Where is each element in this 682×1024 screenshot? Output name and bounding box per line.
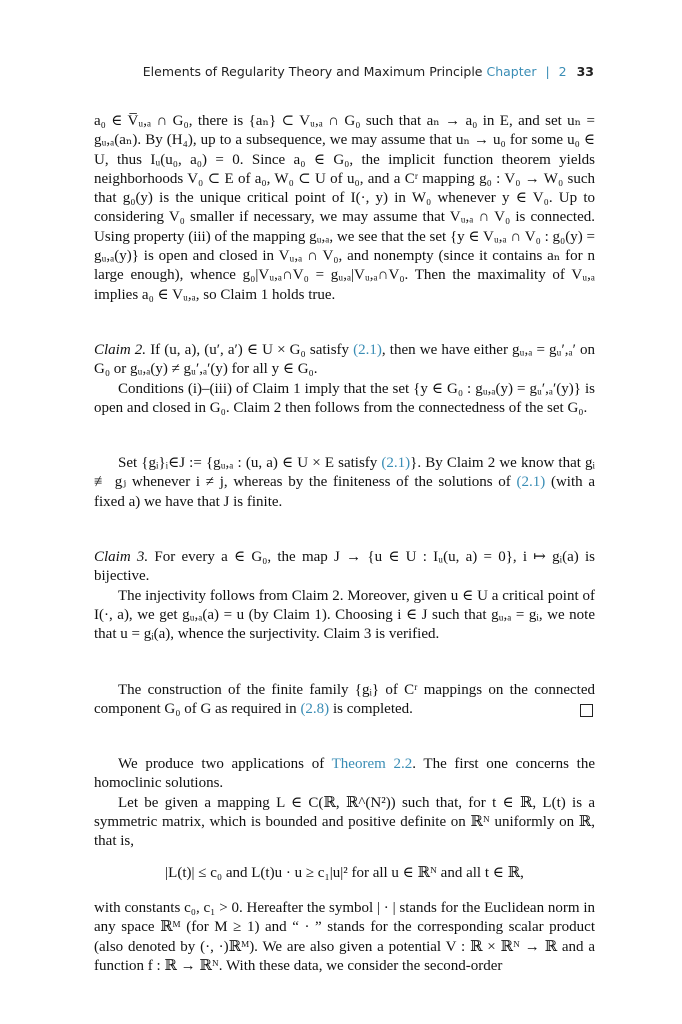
claim-2-statement [94,341,595,380]
paragraph-finite-family-b: }. By Claim 2 we know that gᵢ ≢ gⱼ whenever i ≠ j, whereas by the finiteness of the solutions of [94,455,596,491]
qed-square-icon [580,704,593,717]
claim-2-label: Claim 2. [94,341,147,358]
paragraph-finite-family-a: Set {gᵢ}ᵢ∈J := {gᵤ,ₐ : (u, a) ∈ U × E satisfy [118,455,382,472]
header-chapter-label: Chapter [486,64,537,79]
claim-2-proof: Conditions (i)–(iii) of Claim 1 imply that the set {y ∈ G₀ : gᵤ,ₐ(y) = gᵤ′,ₐ′(y)} is open and closed in G₀. Claim 2 then follows from the connectedness of the set G₀. [94,380,595,416]
applications-text-b: . The first one concerns the homoclinic solutions. [94,756,595,792]
theorem-link-2-2[interactable]: Theorem 2.2 [331,756,413,773]
equation-link-2-1[interactable]: (2.1) [516,474,546,491]
construction-text-b: is completed. [329,700,413,717]
claim-3-text: For every a ∈ G₀, the map J → {u ∈ U : Iᵤ(u, a) = 0}, i ↦ gᵢ(a) is bijective. [94,549,595,585]
page-number: 33 [576,64,594,79]
construction-text-a: The construction of the finite family {gᵢ} of Cʳ mappings on the connected component G₀ of G as required in [94,681,595,717]
claim-2-text-a: If (u, a), (u′, a′) ∈ U × G₀ satisfy [146,341,354,358]
applications-text-a: We produce two applications of [118,756,332,773]
paragraph-finite-family-c: (with a fixed a) we have that J is finite. [94,474,595,510]
claim-3-statement [94,548,595,587]
equation-link-2-1[interactable]: (2.1) [381,455,411,472]
claim-2-text-b: , then we have either gᵤ,ₐ = gᵤ′,ₐ′ on G₀ or gᵤ,ₐ(y) ≠ gᵤ′,ₐ′(y) for all y ∈ G₀. [94,341,595,378]
header-title: Elements of Regularity Theory and Maximum Principle [142,64,483,79]
main-text [94,112,595,976]
equation-link-2-1[interactable]: (2.1) [353,341,382,358]
header-separator: | [545,64,550,79]
construction-complete [94,681,595,720]
header-chapter-number: 2 [558,64,567,79]
claim-3-proof: The injectivity follows from Claim 2. Moreover, given u ∈ U a critical point of I(·, a), we get gᵤ,ₐ(a) = u (by Claim 1). Choosing i ∈ J such that gᵤ,ₐ = gᵢ, we note that u = gᵢ(a), whence the surjectivity. Claim 3 is verified. [94,587,595,643]
display-equation: |L(t)| ≤ c₀ and L(t)u · u ≥ c₁|u|² for all u ∈ ℝᴺ and all t ∈ ℝ, [165,864,524,881]
applications-intro [94,755,595,794]
paragraph-finite-family [94,454,595,512]
equation-link-2-8[interactable]: (2.8) [300,700,330,717]
claim-3-label: Claim 3. [94,549,149,566]
mapping-definition: Let be given a mapping L ∈ C(ℝ, ℝ^(N²)) such that, for t ∈ ℝ, L(t) is a symmetric matrix, which is bounded and positive definite on ℝᴺ uniformly on ℝ, that is, [94,794,595,850]
constants-paragraph: with constants c₀, c₁ > 0. Hereafter the symbol | · | stands for the Euclidean norm in any space ℝᴹ (for M ≥ 1) and “ · ” stands for the corresponding scalar product (also denoted by (·, ·)ℝᴹ). We are also given a potential V : ℝ × ℝᴺ → ℝ and a function f : ℝ → ℝᴺ. With these data, we consider the second-order [94,899,595,974]
paragraph-claim1-proof-end: a₀ ∈ V̅ᵤ,ₐ ∩ G₀, there is {aₙ} ⊂ Vᵤ,ₐ ∩ G₀ such that aₙ → a₀ in E, and set uₙ = gᵤ,ₐ(aₙ). By (H₄), up to a subsequence, we may assume that uₙ → u₀ for some u₀ ∈ U, thus Iᵤ(u₀, a₀) = 0. Since a₀ ∈ G₀, the implicit function theorem yields neighborhoods V₀ ⊂ E of a₀, W₀ ⊂ U of u₀, and a Cʳ mapping g₀ : V₀ → W₀ such that g₀(y) is the unique critical point of I(·, y) in W₀ whenever y ∈ V₀. Up to considering V₀ smaller if necessary, we may assume that Vᵤ,ₐ ∩ V₀ is connected. Using property (iii) of the mapping gᵤ,ₐ, we see that the set {y ∈ Vᵤ,ₐ ∩ V₀ : g₀(y) = gᵤ,ₐ(y)} is open and closed in Vᵤ,ₐ ∩ V₀, and nonempty (since it contains aₙ for n large enough), whence g₀|Vᵤ,ₐ∩V₀ = gᵤ,ₐ|Vᵤ,ₐ∩V₀. Then the maximality of Vᵤ,ₐ implies a₀ ∈ Vᵤ,ₐ, so Claim 1 holds true. [94,113,595,303]
running-header [0,64,594,84]
